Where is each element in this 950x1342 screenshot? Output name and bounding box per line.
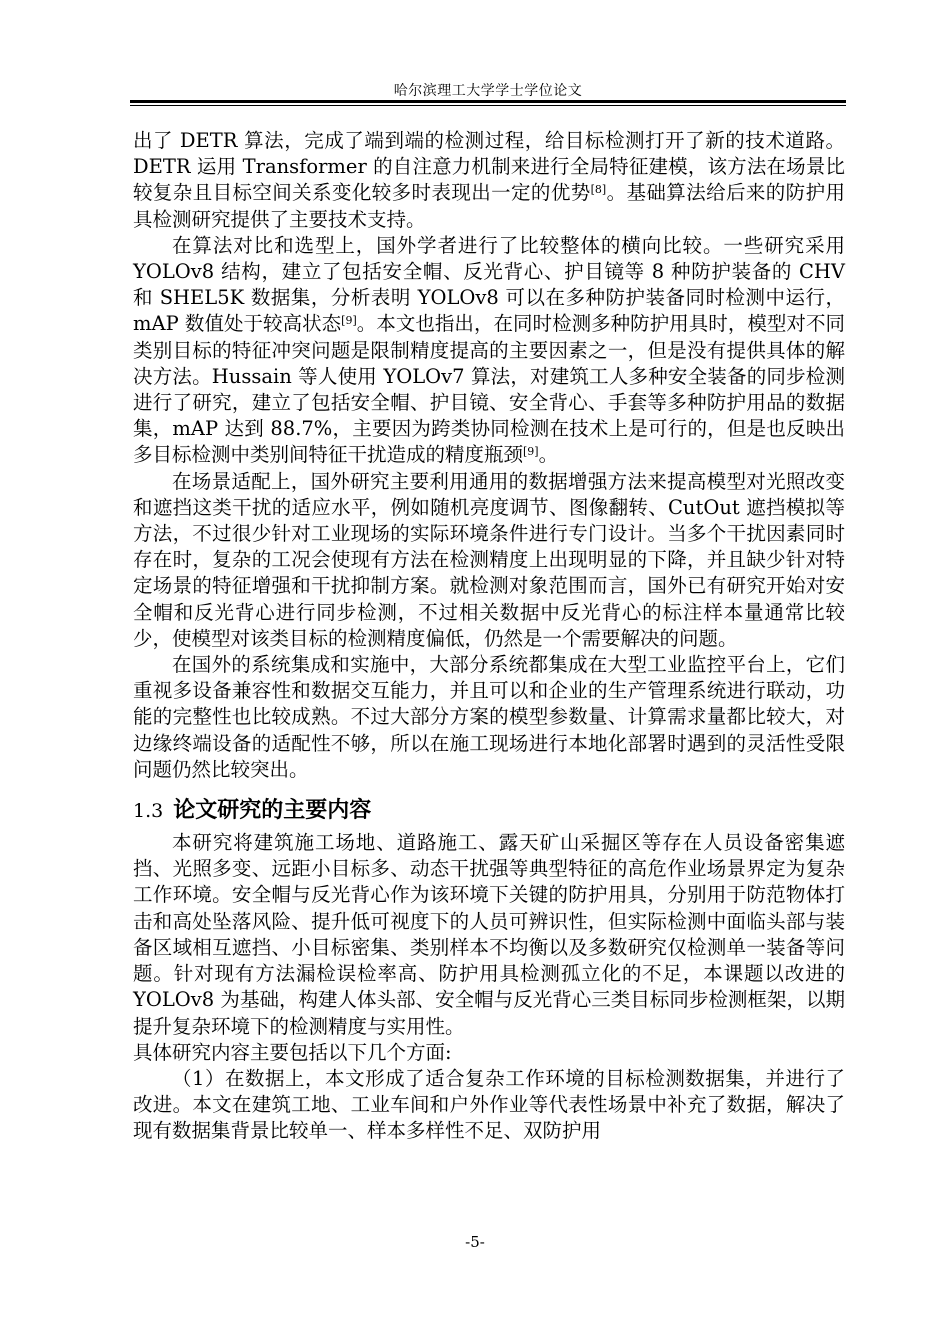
paragraph-detr: [133, 128, 845, 233]
citation: [8]: [590, 183, 607, 197]
section-title: 论文研究的主要内容: [173, 798, 372, 824]
page-number: -5-: [465, 1233, 485, 1251]
header-rule-thick: [130, 100, 846, 103]
paragraph-research-intro: 具体研究内容主要包括以下几个方面:: [133, 1040, 452, 1064]
paragraph-scene-adaptation: 在场景适配上，国外研究主要利用通用的数据增强方法来提高模型对光照改变和遮挡这类干扰的适应水平，例如随机亮度调节、图像翻转、CutOut 遮挡模拟等方法，不过很少针对工业现场的实际环境条件进行专门设计。当多个干扰因素同时存在时，复杂的工况会使现有方法在检测精度上出现明显的下降，并且缺少针对特定场景的特征增强和干扰抑制方案。就检测对象范围而言，国外已有研究开始对安全帽和反光背心进行同步检测，不过相关数据中反光背心的标注样本量通常比较少，使模型对该类目标的检测精度偏低，仍然是一个需要解决的问题。: [133, 469, 845, 650]
running-header: 哈尔滨理工大学学士学位论文: [393, 83, 583, 99]
paragraph-algorithm-comparison: [133, 233, 845, 469]
paragraph-text: 。基础算法给后来的防护用具检测研究提供了主要技术支持。: [133, 181, 845, 231]
paragraph-text: 在算法对比和选型上，国外学者进行了比较整体的横向比较。一些研究采用 YOLOv8 结构，建立了包括安全帽、反光背心、护目镜等 8 种防护装备的 CHV 和 SHEL5K 数据集，分析表明 YOLOv8 可以在多种防护装备同时检测中运行，mAP 数值处于较高状态: [133, 233, 845, 336]
paragraph-research-item-1: （1）在数据上，本文形成了适合复杂工作环境的目标检测数据集，并进行了改进。本文在建筑工地、工业车间和户外作业等代表性场景中补充了数据，解决了现有数据集背景比较单一、样本多样性不足、双防护用: [133, 1066, 845, 1143]
page-body: [133, 128, 845, 1145]
header-rule-thin: [130, 105, 846, 106]
section-number: 1.3: [133, 800, 164, 823]
paragraph-research-scope: 本研究将建筑施工场地、道路施工、露天矿山采掘区等存在人员设备密集遮挡、光照多变、远距小目标多、动态干扰强等典型特征的高危作业场景界定为复杂工作环境。安全帽与反光背心作为该环境下关键的防护用具，分别用于防范物体打击和高处坠落风险、提升低可视度下的人员可辨识性，但实际检测中面临头部与装备区域相互遮挡、小目标密集、类别样本不均衡以及多数研究仅检测单一装备等问题。针对现有方法漏检误检率高、防护用具检测孤立化的不足，本课题以改进的 YOLOv8 为基础，构建人体头部、安全帽与反光背心三类目标同步检测框架，以期提升复杂环境下的检测精度与实用性。: [133, 831, 845, 1038]
section-heading: [133, 793, 845, 824]
paragraph-system-integration: 在国外的系统集成和实施中，大部分系统都集成在大型工业监控平台上，它们重视多设备兼容性和数据交互能力，并且可以和企业的生产管理系统进行联动，功能的完整性也比较成熟。不过大部分方案的模型参数量、计算需求量都比较大，对边缘终端设备的适配性不够，所以在施工现场进行本地化部署时遇到的灵活性受限问题仍然比较突出。: [133, 653, 845, 781]
paragraph-text: 。: [538, 443, 559, 467]
citation: [9]: [523, 445, 539, 459]
paragraph-text: 。本文也指出，在同时检测多种防护用具时，模型对不同类别目标的特征冲突问题是限制精度提高的主要因素之一，但是没有提供具体的解决方法。Hussain 等人使用 YOLOv7 算法，对建筑工人多种安全装备的同步检测进行了研究，建立了包括安全帽、护目镜、安全背心、手套等多种防护用品的数据集，mAP 达到 88.7%，主要因为跨类协同检测在技术上是可行的，但是也反映出多目标检测中类别间特征干扰造成的精度瓶颈: [133, 312, 845, 467]
paragraph-text: 出了 DETR 算法，完成了端到端的检测过程，给目标检测打开了新的技术道路。DETR 运用 Transformer 的自注意力机制来进行全局特征建模，该方法在场景比较复杂且目标空间关系变化较多时表现出一定的优势: [133, 129, 845, 205]
citation: [9]: [341, 314, 357, 328]
